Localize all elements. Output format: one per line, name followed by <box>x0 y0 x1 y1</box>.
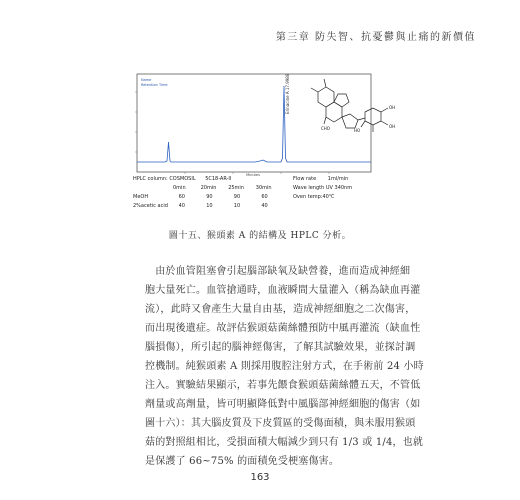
body-line: 控機制。純猴頭素 A 則採用腹腔注射方式，在手術前 24 小時 <box>145 361 424 372</box>
hplc-row-meoh <box>133 194 287 200</box>
body-line: 腦損傷），所引起的腦神經傷害，了解其試驗效果，並探討調 <box>145 342 416 353</box>
legend-retention: Retention Time <box>141 83 168 87</box>
body-line: 菇的對照組相比，受損面積大幅減少到只有 1/3 或 1/4，也就 <box>145 437 424 448</box>
flow-rate-value: 1ml/min <box>327 176 349 182</box>
row-name: MeOH <box>133 194 149 200</box>
struct-label-oh2: OH <box>389 124 396 129</box>
struct-label-ho: HO <box>354 128 361 133</box>
page-number: 163 <box>250 472 270 483</box>
body-line: 圖十六）：其大腦皮質及下皮質區的受傷面積，與未服用猴頭 <box>145 418 416 429</box>
body-line: 劑量或高劑量，皆可明顯降低對中風腦部神經細胞的傷害（如 <box>145 399 421 410</box>
hplc-column-label: HPLC column: COSMOSIL <box>133 176 196 182</box>
row-value: 90 <box>206 194 213 200</box>
time-30: 30min <box>255 185 272 191</box>
oven-temp: Oven temp:40℃ <box>293 194 335 200</box>
chromatogram-frame <box>137 74 371 172</box>
row-value: 60 <box>261 194 268 200</box>
chapter-header: 第三章 防失智、抗憂鬱與止痛的新價值 <box>275 32 476 43</box>
body-line: 而出現後遺症。故評估猴頭菇菌絲體預防中風再灌流（缺血性 <box>145 323 421 334</box>
body-line: 注入。實驗結果顯示，若事先餵食猴頭菇菌絲體五天，不管低 <box>145 380 421 391</box>
hplc-row-acetic <box>133 203 287 209</box>
row-name: 2%acetic acid <box>133 203 168 209</box>
body-line: 是保護了 66~75% 的面積免受梗塞傷害。 <box>145 456 340 467</box>
chromatogram-trace <box>137 86 371 162</box>
figure-hplc <box>125 72 407 225</box>
flow-rate-label: Flow rate <box>293 176 317 182</box>
legend-name: Name <box>141 78 152 82</box>
struct-label-cho: CHO <box>321 126 330 131</box>
body-line: 由於血管阻塞會引起腦部缺氧及缺營養，進而造成神經細 <box>145 266 411 277</box>
time-25: 25min <box>228 185 244 191</box>
wavelength: Wave length UV 340nm <box>293 185 353 191</box>
row-value: 10 <box>233 203 241 209</box>
struct-label-oh1: OH <box>389 105 396 110</box>
time-20: 20min <box>200 185 217 191</box>
chromatogram-and-structure <box>125 72 407 176</box>
time-0: 0min <box>173 185 186 191</box>
body-line: 流），此時又會產生大量自由基，造成神經細胞之二次傷害， <box>145 304 416 315</box>
x-axis-label: Minutes <box>246 173 260 176</box>
figure-caption: 圖十五、猴頭素 A 的結構及 HPLC 分析。 <box>168 231 352 241</box>
row-value: 90 <box>233 194 241 200</box>
erinacine-a-structure <box>311 79 388 132</box>
peak-label: Erinacine A 17.9988 <box>285 73 290 114</box>
body-line: 胞大量死亡。血管搶通時，血液瞬間大量灌入（稱為缺血再灌 <box>145 285 421 296</box>
hplc-column-value: 5C18-AR-II <box>205 176 232 182</box>
row-value: 40 <box>178 203 185 209</box>
row-value: 60 <box>178 194 185 200</box>
body-paragraph <box>145 262 424 471</box>
row-value: 40 <box>261 203 268 209</box>
row-value: 10 <box>206 203 213 209</box>
